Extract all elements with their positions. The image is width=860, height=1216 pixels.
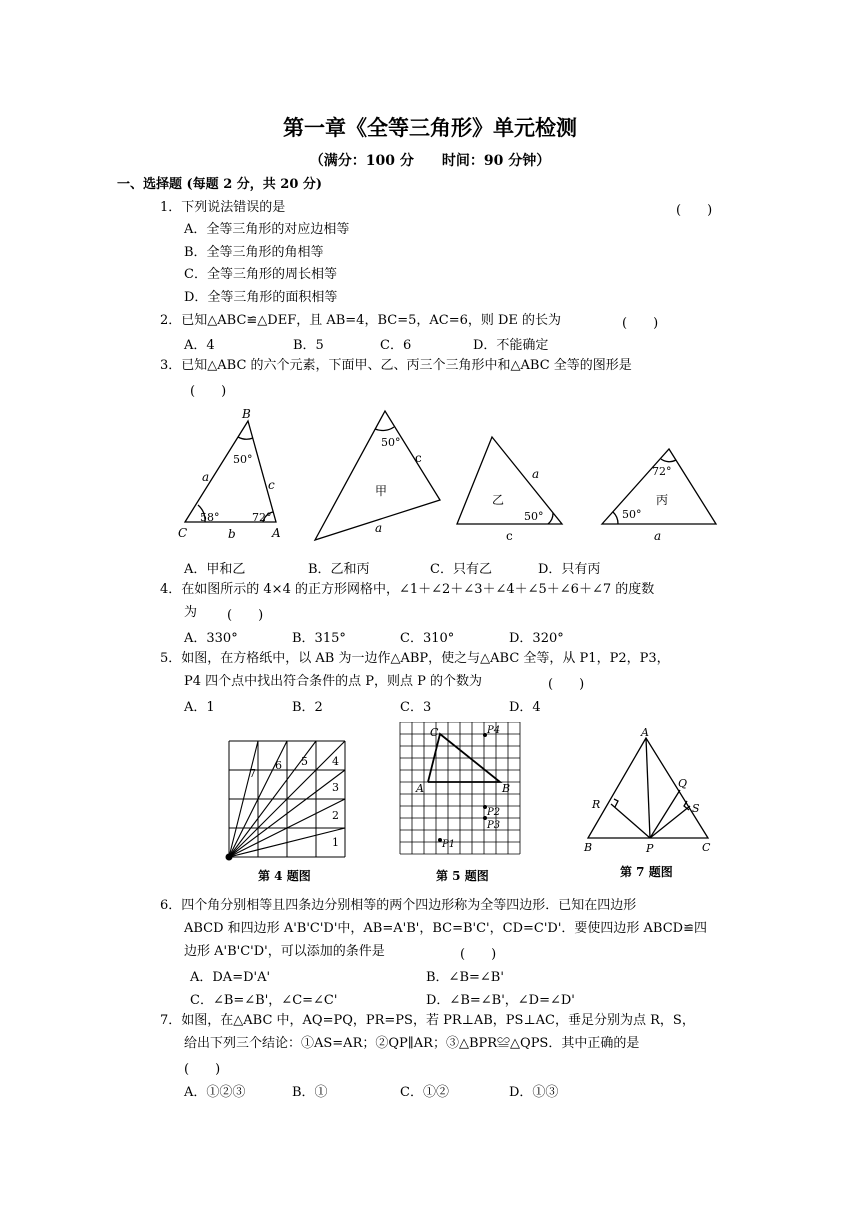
q4-option-d: D．320° [509, 631, 564, 646]
segment-pq [650, 790, 680, 838]
q6-answer-bracket: ( ) [460, 947, 497, 962]
fig3-yi-side-c: c [506, 529, 513, 543]
fig5-label-a: A [416, 782, 424, 795]
fig3-jia-side-c: c [415, 451, 422, 465]
fig5-caption: 第 5 题图 [436, 869, 489, 883]
fig4-angle-1: 1 [332, 836, 339, 849]
q3-option-d: D．只有丙 [538, 562, 601, 577]
angle-b-arc [238, 437, 253, 439]
fig3-label-c: C [178, 526, 188, 540]
q6-stem-line3: 边形 A'B'C'D'，可以添加的条件是 [184, 944, 385, 959]
fig3-bing-label: 丙 [656, 493, 669, 507]
fig4-angle-5: 5 [301, 755, 308, 768]
fig3-jia-label: 甲 [375, 484, 388, 498]
right-angle-r [614, 799, 618, 807]
jia-angle-arc [375, 427, 394, 431]
fig7-label-c: C [702, 841, 711, 854]
fig7-label-p: P [646, 842, 654, 855]
q2-stem: 2．已知△ABC≌△DEF，且 AB=4，BC=5，AC=6，则 DE 的长为 [160, 313, 562, 328]
q3-option-c: C．只有乙 [430, 562, 492, 577]
q7-triangle-figure [580, 722, 720, 886]
fig3-side-c: c [268, 478, 275, 492]
fig7-label-s: S [692, 802, 700, 815]
q5-option-a: A．1 [184, 700, 215, 715]
triangle-yi [457, 437, 562, 524]
q5-option-d: D．4 [509, 700, 541, 715]
q3-option-a: A．甲和乙 [184, 562, 246, 577]
fig4-angle-3: 3 [332, 781, 339, 794]
q1-stem: 1．下列说法错误的是 [160, 200, 286, 215]
fig5-label-p1: P1 [442, 839, 456, 850]
fig7-caption: 第 7 题图 [620, 865, 673, 879]
fig3-angle-c: 58° [200, 511, 220, 524]
fig3-angle-a: 72° [252, 511, 272, 524]
q4-option-c: C．310° [400, 631, 455, 646]
fig7-label-a: A [641, 726, 649, 739]
q3-answer-bracket: ( ) [190, 384, 227, 399]
q5-grid-figure [396, 722, 526, 886]
q1-option-c: C．全等三角形的周长相等 [184, 267, 337, 282]
fig3-bing-angle-left: 50° [622, 508, 642, 521]
q1-option-d: D．全等三角形的面积相等 [184, 290, 338, 305]
q6-stem-line2: ABCD 和四边形 A'B'C'D'中，AB=A'B'，BC=B'C'，CD=C'D'．要使四边形 ABCD≌四 [184, 921, 707, 936]
fig3-jia-angle: 50° [381, 436, 401, 449]
segment-ap [646, 738, 650, 838]
fig4-angle-7: 7 [249, 767, 256, 780]
q5-stem-line2: P4 四个点中找出符合条件的点 P，则点 P 的个数为 [184, 674, 483, 689]
fig7-label-b: B [584, 841, 593, 854]
page-subtitle: （满分：100 分 时间：90 分钟） [309, 153, 551, 169]
q2-option-c: C．6 [380, 338, 412, 353]
page-title: 第一章《全等三角形》单元检测 [283, 115, 577, 140]
q3-triangles-figure [170, 405, 770, 550]
q2-option-a: A．4 [184, 338, 215, 353]
bing-angle-left-arc [613, 512, 618, 524]
q7-answer-bracket: ( ) [184, 1062, 221, 1077]
q7-option-c: C．①② [400, 1085, 449, 1100]
fig3-jia-side-a: a [375, 521, 383, 535]
q6-option-c: C．∠B=∠B'，∠C=∠C' [190, 993, 338, 1008]
q6-option-a: A．DA=D'A' [190, 970, 271, 985]
segment-pr [611, 804, 650, 838]
q4-stem-line2: 为 [184, 605, 198, 620]
fig3-yi-label: 乙 [492, 493, 505, 507]
q4-answer-bracket: ( ) [227, 608, 264, 623]
fig3-side-a: a [202, 470, 210, 484]
fig3-yi-side-a: a [532, 467, 540, 481]
section-heading: 一、选择题 (每题 2 分，共 20 分) [117, 177, 323, 192]
fig3-angle-b: 50° [233, 453, 253, 466]
q7-option-b: B．① [292, 1085, 328, 1100]
q2-answer-bracket: ( ) [622, 316, 659, 331]
q5-option-b: B．2 [292, 700, 323, 715]
triangle-bing [602, 449, 716, 524]
fig4-angle-4: 4 [332, 755, 339, 768]
fig5-label-p2: P2 [487, 807, 501, 818]
q1-option-b: B．全等三角形的角相等 [184, 245, 324, 260]
fig5-label-p4: P4 [487, 725, 501, 736]
ray-origin-point [226, 854, 232, 860]
q7-stem-line1: 7．如图，在△ABC 中，AQ=PQ，PR=PS，若 PR⊥AB，PS⊥AC，垂足分别为点 R，S， [160, 1013, 695, 1028]
q4-grid-figure [224, 736, 352, 886]
fig5-label-c: C [430, 726, 439, 739]
q6-option-d: D．∠B=∠B'，∠D=∠D' [426, 993, 575, 1008]
q6-option-b: B．∠B=∠B' [426, 970, 504, 985]
fig4-angle-2: 2 [332, 809, 339, 822]
q5-stem-line1: 5．如图，在方格纸中，以 AB 为一边作△ABP，使之与△ABC 全等，从 P1，P2，P3， [160, 651, 670, 666]
q3-option-b: B．乙和丙 [308, 562, 370, 577]
yi-angle-arc [548, 513, 553, 524]
q4-option-a: A．330° [184, 631, 238, 646]
fig3-yi-angle: 50° [524, 510, 544, 523]
fig4-angle-6: 6 [275, 759, 282, 772]
q5-answer-bracket: ( ) [548, 677, 585, 692]
segment-ps [650, 806, 690, 838]
q5-option-c: C．3 [400, 700, 432, 715]
q3-stem: 3．已知△ABC 的六个元素，下面甲、乙、丙三个三角形中和△ABC 全等的图形是 [160, 358, 632, 373]
q1-answer-bracket: ( ) [676, 203, 713, 218]
fig3-side-b: b [228, 527, 236, 541]
fig7-label-q: Q [678, 777, 688, 790]
q6-stem-line1: 6．四个角分别相等且四条边分别相等的两个四边形称为全等四边形．已知在四边形 [160, 898, 637, 913]
q7-option-a: A．①②③ [184, 1085, 246, 1100]
fig3-label-a: A [272, 526, 281, 540]
fig5-label-b: B [502, 782, 511, 795]
fig3-label-b: B [242, 407, 251, 421]
q2-option-b: B．5 [293, 338, 324, 353]
q7-stem-line2: 给出下列三个结论：①AS=AR；②QP∥AR；③△BPR≌△QPS．其中正确的是 [184, 1036, 640, 1051]
q1-option-a: A．全等三角形的对应边相等 [184, 222, 350, 237]
q4-option-b: B．315° [292, 631, 346, 646]
fig3-bing-side-a: a [654, 529, 662, 543]
triangle-abc [185, 421, 276, 522]
fig5-label-p3: P3 [487, 820, 501, 831]
fig3-bing-angle-top: 72° [652, 465, 672, 478]
q7-option-d: D．①③ [509, 1085, 559, 1100]
q4-stem-line1: 4．在如图所示的 4×4 的正方形网格中，∠1＋∠2＋∠3＋∠4＋∠5＋∠6＋∠7 的度数 [160, 582, 655, 597]
bing-angle-top-arc [661, 459, 676, 462]
fig7-label-r: R [592, 798, 601, 811]
q2-option-d: D．不能确定 [473, 338, 549, 353]
fig4-caption: 第 4 题图 [258, 869, 311, 883]
